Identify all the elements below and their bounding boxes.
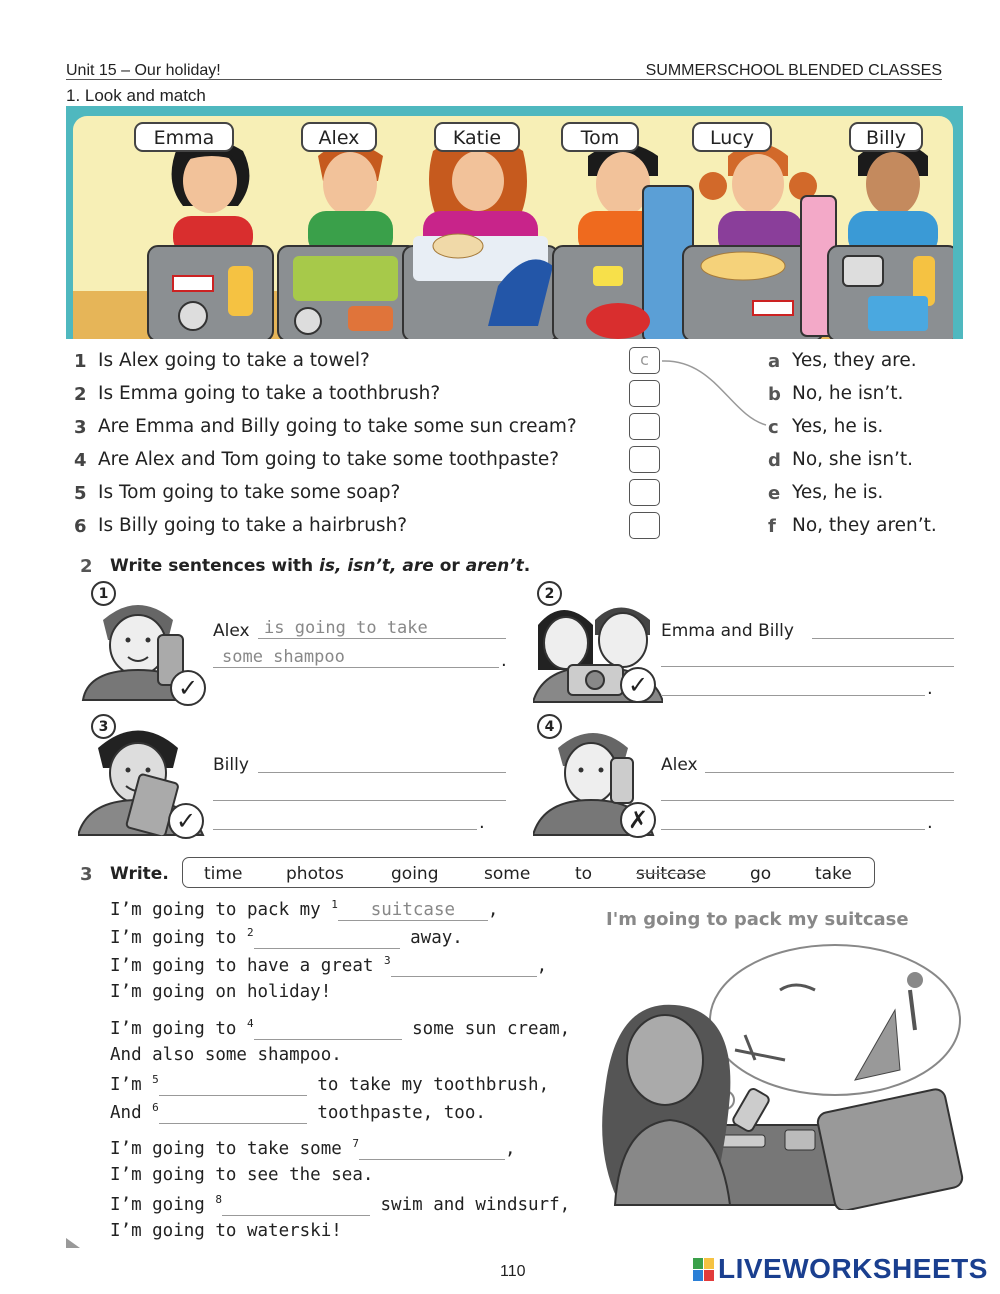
- word-bank-item: time: [204, 864, 243, 884]
- liveworksheets-logo-text[interactable]: LIVEWORKSHEETS: [718, 1253, 988, 1284]
- question-number: 1: [74, 351, 87, 372]
- poem-text: ,: [487, 899, 499, 920]
- gap-number: 4: [246, 1017, 254, 1030]
- write-line[interactable]: [258, 638, 506, 639]
- full-stop: .: [501, 650, 507, 671]
- song-title: I'm going to pack my suitcase: [606, 909, 909, 930]
- class-title: SUMMERSCHOOL BLENDED CLASSES: [645, 62, 942, 79]
- answer-letter: b: [768, 384, 781, 405]
- poem-line-3: [110, 954, 547, 977]
- answer-letter: d: [768, 450, 781, 471]
- corner-mark: [66, 1238, 80, 1248]
- answer-letter: f: [768, 516, 776, 537]
- poem-line-5: [110, 1017, 570, 1040]
- answer-letter: a: [768, 351, 781, 372]
- poem-text: I’m going to pack my: [110, 899, 332, 920]
- header-divider: [66, 79, 942, 80]
- answer-box-3[interactable]: [629, 413, 660, 440]
- title-keywords: is, isn’t, are: [319, 556, 434, 576]
- answer-letter: c: [768, 417, 779, 438]
- unit-title: Unit 15 – Our holiday!: [66, 62, 221, 79]
- gap-5-input[interactable]: [159, 1075, 307, 1096]
- answer-box-1[interactable]: c: [629, 347, 660, 374]
- poem-text: I’m: [110, 1074, 153, 1095]
- name-tag-emma: Emma: [134, 122, 234, 152]
- item-number: 1: [91, 581, 116, 606]
- section-number: 3: [80, 864, 93, 885]
- write-line[interactable]: [213, 667, 499, 668]
- write-line[interactable]: [661, 666, 954, 667]
- name-tag-alex: Alex: [301, 122, 377, 152]
- poem-text: ,: [536, 955, 548, 976]
- poem-text: swim and windsurf,: [369, 1194, 571, 1215]
- poem-text: And: [110, 1102, 153, 1123]
- gap-3-input[interactable]: [391, 956, 537, 977]
- question-number: 4: [74, 450, 87, 471]
- poem-text: some sun cream,: [401, 1018, 571, 1039]
- word-bank-item: to: [575, 864, 593, 884]
- answer-text: Yes, he is.: [792, 482, 884, 503]
- question-text: Is Billy going to take a hairbrush?: [98, 515, 408, 536]
- answer-box-4[interactable]: [629, 446, 660, 473]
- poem-text: I’m going to: [110, 1018, 247, 1039]
- title-keyword: aren’t: [465, 556, 524, 576]
- question-text: Is Alex going to take a towel?: [98, 350, 370, 371]
- gap-number: 8: [215, 1193, 222, 1206]
- name-tag-lucy: Lucy: [692, 122, 772, 152]
- question-text: Are Emma and Billy going to take some sun cream?: [98, 416, 577, 437]
- write-line[interactable]: [661, 695, 925, 696]
- poem-text: ,: [504, 1138, 516, 1159]
- gap-1-answer[interactable]: suitcase: [338, 900, 488, 921]
- name-tag-tom: Tom: [561, 122, 639, 152]
- sentence-subject: Emma and Billy: [661, 621, 794, 641]
- full-stop: .: [927, 678, 933, 699]
- sentence-subject: Alex: [213, 621, 250, 641]
- poem-line-1: [110, 898, 498, 921]
- answer-text: Yes, he is.: [792, 416, 884, 437]
- kids-banner: [66, 106, 963, 339]
- item-number: 3: [91, 714, 116, 739]
- write-line[interactable]: [661, 800, 954, 801]
- poem-text: I’m going to take some: [110, 1138, 353, 1159]
- example-answer-line2: some shampoo: [222, 647, 345, 667]
- section-title: [110, 556, 530, 576]
- name-tag-billy: Billy: [849, 122, 923, 152]
- poem-line-7: [110, 1073, 549, 1096]
- gap-number: 1: [331, 898, 338, 911]
- check-mark: ✓: [168, 803, 204, 839]
- sentence-subject: Billy: [213, 755, 249, 775]
- question-text: Are Alex and Tom going to take some toothpaste?: [98, 449, 560, 470]
- poem-line-6: And also some shampoo.: [110, 1045, 342, 1065]
- gap-7-input[interactable]: [359, 1139, 505, 1160]
- write-line[interactable]: [705, 772, 954, 773]
- poem-text: I’m going: [110, 1194, 216, 1215]
- girl-packing-suitcase-illustration: [595, 940, 965, 1210]
- poem-line-4: I’m going on holiday!: [110, 982, 332, 1002]
- gap-2-input[interactable]: [254, 928, 400, 949]
- answer-box-2[interactable]: [629, 380, 660, 407]
- word-bank-item: photos: [286, 864, 344, 884]
- full-stop: .: [479, 812, 485, 833]
- item-number: 4: [537, 714, 562, 739]
- poem-text: I’m going to: [110, 927, 247, 948]
- poem-line-8: [110, 1101, 486, 1124]
- question-number: 5: [74, 483, 87, 504]
- question-number: 6: [74, 516, 87, 537]
- write-line[interactable]: [213, 829, 477, 830]
- question-number: 3: [74, 417, 87, 438]
- word-bank-item: go: [750, 864, 772, 884]
- liveworksheets-logo-icon: [693, 1258, 715, 1282]
- poem-line-2: [110, 926, 463, 949]
- poem-text: to take my toothbrush,: [306, 1074, 550, 1095]
- word-bank-item: some: [484, 864, 531, 884]
- example-match-line: [660, 355, 770, 430]
- word-bank-item: take: [815, 864, 852, 884]
- poem-line-12: I’m going to waterski!: [110, 1221, 342, 1241]
- answer-box-5[interactable]: [629, 479, 660, 506]
- word-bank-item: going: [391, 864, 439, 884]
- write-line[interactable]: [812, 638, 954, 639]
- answer-text: No, they aren’t.: [792, 515, 937, 536]
- poem-line-9: [110, 1137, 516, 1160]
- exercise-instruction: 1. Look and match: [66, 86, 206, 105]
- name-tag-katie: Katie: [434, 122, 520, 152]
- sentence-subject: Alex: [661, 755, 698, 775]
- word-bank-item-used: suitcase: [636, 864, 707, 884]
- write-line[interactable]: [258, 772, 506, 773]
- answer-letter: e: [768, 483, 781, 504]
- title-part: or: [433, 556, 466, 576]
- full-stop: .: [927, 812, 933, 833]
- answer-text: Yes, they are.: [792, 350, 917, 371]
- poem-line-10: I’m going to see the sea.: [110, 1165, 374, 1185]
- section-number: 2: [80, 556, 93, 577]
- banner-panel: [73, 116, 953, 339]
- gap-4-input[interactable]: [254, 1019, 402, 1040]
- gap-number: 5: [152, 1073, 159, 1086]
- check-mark: ✓: [170, 670, 206, 706]
- gap-number: 6: [152, 1101, 159, 1114]
- gap-number: 7: [352, 1137, 359, 1150]
- section-title: Write.: [110, 864, 169, 884]
- gap-number: 3: [383, 954, 391, 967]
- gap-8-input[interactable]: [222, 1195, 370, 1216]
- question-text: Is Tom going to take some soap?: [98, 482, 401, 503]
- question-number: 2: [74, 384, 87, 405]
- gap-number: 2: [246, 926, 254, 939]
- title-part: .: [523, 556, 531, 576]
- title-part: Write sentences with: [110, 556, 320, 576]
- example-answer-line1: is going to take: [264, 618, 428, 638]
- write-line[interactable]: [213, 800, 506, 801]
- gap-6-input[interactable]: [159, 1103, 307, 1124]
- answer-text: No, she isn’t.: [792, 449, 914, 470]
- cross-mark: ✗: [620, 802, 656, 838]
- answer-box-6[interactable]: [629, 512, 660, 539]
- poem-text: toothpaste, too.: [306, 1102, 486, 1123]
- poem-line-11: [110, 1193, 570, 1216]
- answer-text: No, he isn’t.: [792, 383, 904, 404]
- page-number: 110: [500, 1263, 526, 1280]
- item-number: 2: [537, 581, 562, 606]
- check-mark: ✓: [620, 667, 656, 703]
- poem-text: I’m going to have a great: [110, 955, 384, 976]
- question-text: Is Emma going to take a toothbrush?: [98, 383, 441, 404]
- write-line[interactable]: [661, 829, 925, 830]
- poem-text: away.: [399, 927, 463, 948]
